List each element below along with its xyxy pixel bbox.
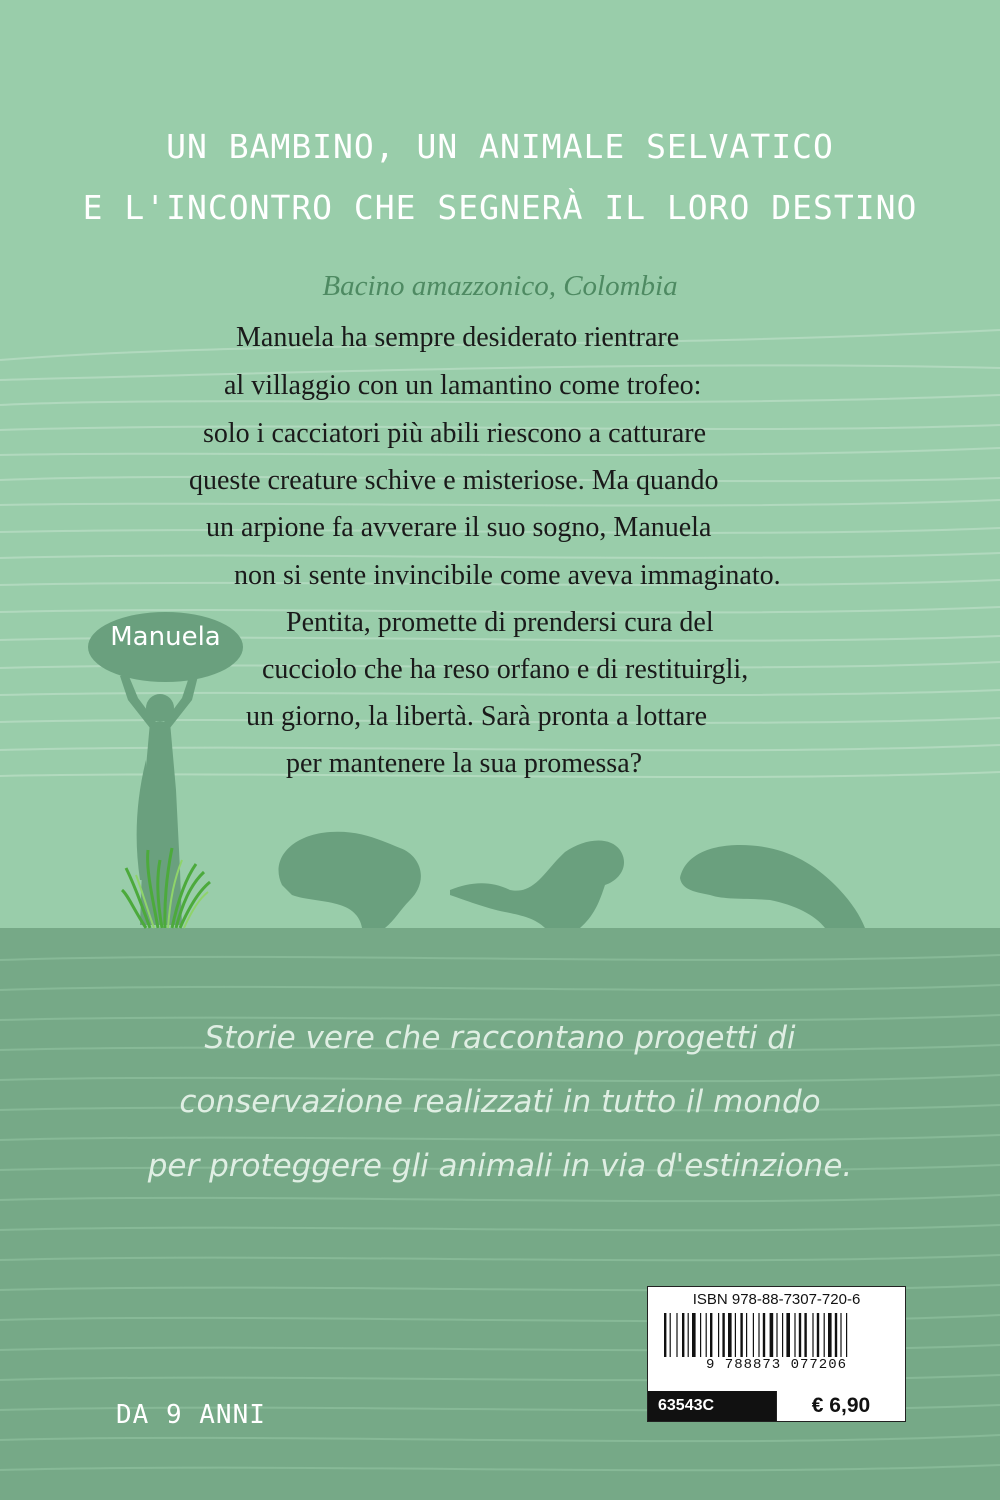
barcode-bar bbox=[776, 1313, 777, 1357]
barcode-bar bbox=[746, 1313, 747, 1357]
blurb-line: un giorno, la libertà. Sarà pronta a lottare bbox=[246, 701, 708, 732]
manatee-2-icon bbox=[450, 840, 624, 928]
barcode-panel bbox=[647, 1286, 906, 1422]
barcode-bar bbox=[794, 1313, 795, 1357]
barcode-bar bbox=[804, 1313, 806, 1357]
barcode-bar bbox=[824, 1313, 825, 1357]
series-description-line: Storie vere che raccontano progetti di bbox=[204, 1020, 796, 1056]
barcode-bar bbox=[740, 1313, 742, 1357]
barcode-bar bbox=[782, 1313, 783, 1357]
barcode-bar bbox=[840, 1313, 841, 1357]
character-label: Manuela bbox=[110, 622, 221, 652]
age-label: DA 9 ANNI bbox=[116, 1400, 266, 1430]
barcode-icon bbox=[664, 1313, 890, 1357]
headline-line-1: UN BAMBINO, UN ANIMALE SELVATICO bbox=[166, 127, 834, 166]
blurb-line: al villaggio con un lamantino come trofeo: bbox=[224, 370, 702, 401]
blurb-line: Pentita, promette di prendersi cura del bbox=[286, 607, 714, 638]
barcode-bar bbox=[763, 1313, 765, 1357]
barcode-bar bbox=[676, 1313, 677, 1357]
headline-line-2: E L'INCONTRO CHE SEGNERÀ IL LORO DESTINO bbox=[82, 188, 918, 227]
barcode-bar bbox=[786, 1313, 790, 1357]
barcode-bar bbox=[812, 1313, 813, 1357]
price-label: € 6,90 bbox=[776, 1391, 905, 1421]
barcode-bar bbox=[682, 1313, 684, 1357]
barcode-bar bbox=[758, 1313, 759, 1357]
barcode-bar bbox=[753, 1313, 754, 1357]
blurb-line: un arpione fa avverare il suo sogno, Manuela bbox=[206, 512, 712, 543]
barcode-bar bbox=[799, 1313, 801, 1357]
barcode-bar bbox=[817, 1313, 819, 1357]
series-description-line: per proteggere gli animali in via d'estinzione. bbox=[147, 1148, 853, 1184]
location-caption: Bacino amazzonico, Colombia bbox=[322, 270, 678, 302]
barcode-bar bbox=[670, 1313, 671, 1357]
isbn-label: ISBN 978-88-7307-720-6 bbox=[692, 1291, 861, 1308]
barcode-bar bbox=[835, 1313, 837, 1357]
barcode-bar bbox=[846, 1313, 847, 1357]
blurb-line: solo i cacciatori più abili riescono a catturare bbox=[203, 418, 707, 449]
blurb-line: cucciolo che ha reso orfano e di restituirgli, bbox=[262, 654, 749, 685]
barcode-bar bbox=[692, 1313, 696, 1357]
barcode-bar bbox=[706, 1313, 707, 1357]
manatee-3-icon bbox=[680, 845, 865, 928]
barcode-bar bbox=[710, 1313, 712, 1357]
barcode-bar bbox=[718, 1313, 719, 1357]
barcode-bar bbox=[722, 1313, 724, 1357]
ean-digits: 9 788873 077206 bbox=[705, 1357, 848, 1373]
blurb-line: queste creature schive e misteriose. Ma quando bbox=[189, 465, 719, 496]
barcode-bar bbox=[688, 1313, 689, 1357]
barcode-bar bbox=[728, 1313, 732, 1357]
blurb-line: non si sente invincibile come aveva immaginato. bbox=[234, 560, 781, 591]
barcode-bar bbox=[700, 1313, 701, 1357]
barcode-bar bbox=[828, 1313, 832, 1357]
barcode-bar bbox=[735, 1313, 736, 1357]
barcode-bar bbox=[770, 1313, 774, 1357]
barcode-bar bbox=[664, 1313, 666, 1357]
product-code: 63543C bbox=[648, 1391, 778, 1421]
blurb-line: per mantenere la sua promessa? bbox=[286, 748, 643, 779]
series-description-line: conservazione realizzati in tutto il mondo bbox=[179, 1084, 821, 1120]
blurb-line: Manuela ha sempre desiderato rientrare bbox=[236, 322, 680, 353]
manatee-1-icon bbox=[279, 832, 421, 928]
manatee-silhouettes bbox=[279, 832, 865, 928]
